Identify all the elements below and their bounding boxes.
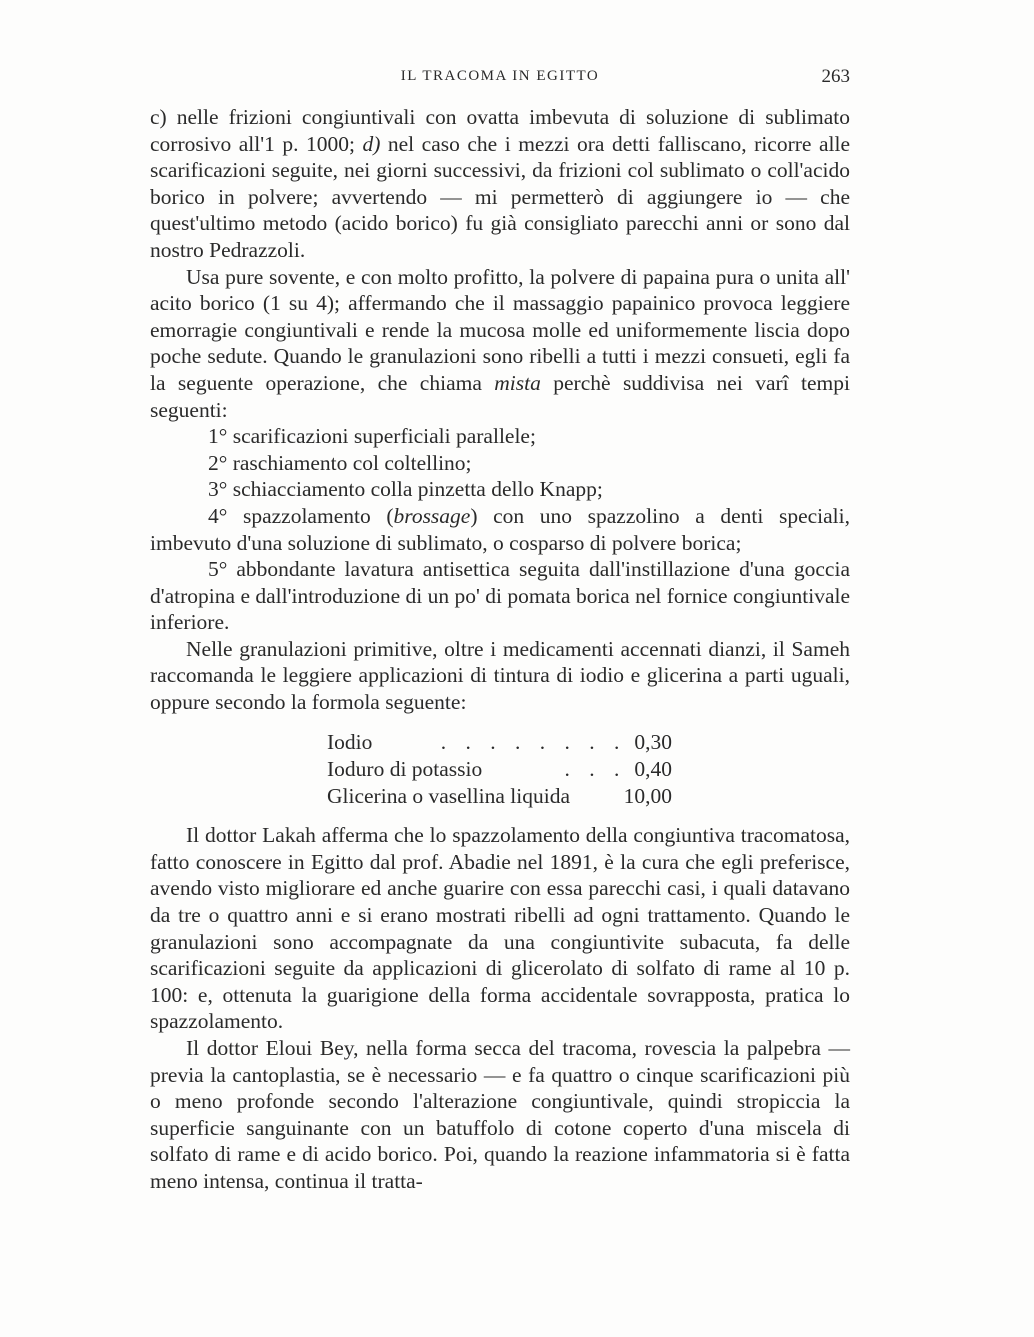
step-4-italic: brossage bbox=[393, 503, 471, 528]
spacer bbox=[150, 716, 850, 729]
paragraph-eloui-bey: Il dottor Eloui Bey, nella forma secca del tracoma, rovescia la palpebra — previa la cantoplastia, se è necessario — e fa quattro o cinque scarificazioni più o meno profonde secondo l'alterazione congiuntivale, quindi stropiccia la superficie sanguinante con un batuffolo di cotone coperto d'una miscela di solfato di rame e di acido borico. Poi, quando la reazione infammatoria si è fatta meno intensa, continua il tratta- bbox=[150, 1035, 850, 1193]
formula-table bbox=[327, 729, 672, 811]
step-4 bbox=[150, 503, 850, 556]
step-5: 5° abbondante lavatura antisettica seguita dall'instillazione d'una goccia d'atropina e dall'introduzione di un po' di pomata borica nel fornice congiuntivale inferiore. bbox=[150, 557, 850, 635]
page-number: 263 bbox=[821, 66, 850, 87]
formula-quantity: 0,30 bbox=[634, 729, 672, 754]
running-header bbox=[150, 66, 850, 90]
formula-ingredient: Glicerina o vasellina liquida bbox=[327, 784, 570, 809]
running-title: IL TRACOMA IN EGITTO bbox=[400, 68, 600, 84]
step-3: 3° schiacciamento colla pinzetta dello Knapp; bbox=[208, 477, 603, 502]
formula-quantity: 10,00 bbox=[623, 784, 672, 809]
paragraph-papaina bbox=[150, 264, 850, 424]
formula-ingredient: Ioduro di potassio bbox=[327, 756, 483, 781]
para2-after: perchè suddivisa nei varî tempi seguenti: bbox=[150, 370, 850, 422]
body-text bbox=[150, 104, 850, 1195]
para2-before: Usa pure sovente, e con molto profitto, la polvere di papaina pura o unita all' acito borico (1 su 4); affermando che il massaggio papainico provoca leggiere emorragie congiuntivali e rende la mucosa molle ed uniformemente liscia dopo poche sedute. Quando le granulazioni sono ribelli a tutti i mezzi consueti, egli fa la seguente operazione, che chiama bbox=[150, 264, 850, 395]
step-1: 1° scarificazioni superficiali parallele; bbox=[208, 424, 536, 449]
step-2: 2° raschiamento col coltellino; bbox=[208, 450, 472, 475]
formula-leader-dots: . . . . . . . . bbox=[440, 729, 627, 754]
formula-row bbox=[327, 783, 672, 810]
paragraph-lakah: Il dottor Lakah afferma che lo spazzolamento della congiuntiva tracomatosa, fatto conoscere in Egitto dal prof. Abadie nel 1891, è la cura che egli preferisce, avendo visto migliorare ed anche guarire con essa parecchi casi, i quali datavano da tre o quattro anni e si erano mostrati ribelli ad ogni trattamento. Quando le granulazioni sono accompagnate da una congiuntivite subacuta, fa delle scarificazioni seguite da applicazioni di glicerolato di solfato di rame al 10 p. 100: e, ottenuta la guarigione della forma accidentale sovrapposta, pratica lo spazzolamento. bbox=[150, 823, 850, 1034]
para2-mista: mista bbox=[494, 370, 541, 395]
step-4-after: ) con uno spazzolino a denti speciali, imbevuto d'una soluzione di sublimato, o cosparso di polvere borica; bbox=[150, 503, 851, 555]
formula-row bbox=[327, 729, 672, 756]
formula-row bbox=[327, 756, 672, 783]
paragraph-treatments-c-d bbox=[150, 104, 850, 264]
paragraph-sameh: Nelle granulazioni primitive, oltre i medicamenti accennati dianzi, il Sameh raccomanda le leggiere applicazioni di tintura di iodio e glicerina a parti uguali, oppure secondo la formola seguente: bbox=[150, 636, 850, 715]
para1-rest: nel caso che i mezzi ora detti falliscano, ricorre alle scarificazioni seguite, nei giorni successivi, da frizioni col sublimato o coll'acido borico in polvere; avvertendo — mi permetterò di aggiungere io — che quest'ultimo metodo (acido borico) fu già consigliato parecchi anni or sono dal nostro Pedrazzoli. bbox=[150, 131, 850, 262]
formula-ingredient: Iodio bbox=[327, 729, 373, 754]
formula-quantity: 0,40 bbox=[634, 756, 672, 781]
step-4-before: 4° spazzolamento ( bbox=[208, 503, 394, 528]
formula-leader-dots: . . . bbox=[564, 756, 627, 781]
para1-d-label: d) bbox=[362, 131, 381, 156]
para1-lead: c) nelle frizioni congiuntivali con ovatta imbevuta di soluzione di sublimato corrosivo all'1 p. 1000; bbox=[150, 105, 850, 156]
spacer bbox=[150, 810, 850, 822]
